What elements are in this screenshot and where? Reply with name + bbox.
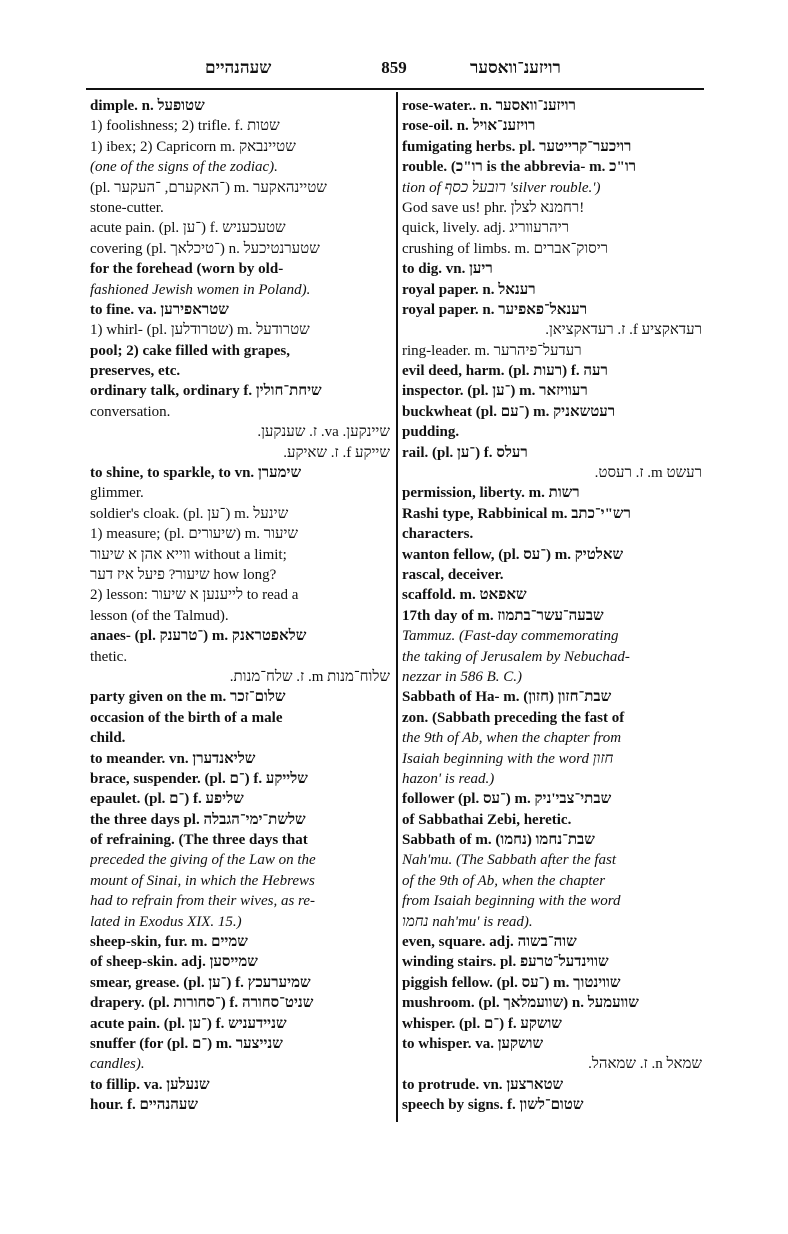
dictionary-line: child. bbox=[90, 730, 126, 747]
dictionary-line: 17th day of m. שבעה־עשר־בתמוז bbox=[402, 607, 604, 624]
dictionary-line: glimmer. bbox=[90, 485, 144, 502]
column-divider bbox=[396, 92, 398, 1122]
dictionary-line: winding stairs. pl. שווינדעל־טרעפ bbox=[402, 954, 609, 971]
dictionary-line: acute pain. (pl. ־ען) f. שניידעניש bbox=[90, 1015, 287, 1032]
dictionary-line: to protrude. vn. שטארצען bbox=[402, 1076, 564, 1093]
dictionary-line: fumigating herbs. pl. רויכער־קרייטער bbox=[402, 138, 632, 155]
dictionary-line: dimple. n. שטופעל bbox=[90, 98, 205, 114]
dictionary-line: Isaiah beginning with the word חזון bbox=[402, 750, 614, 767]
dictionary-line: 1) ibex; 2) Capricorn m. שטיינבאק bbox=[90, 138, 296, 155]
dictionary-line: candles). bbox=[90, 1056, 145, 1073]
dictionary-line: (pl. ־האקערם, ־העקער) m. שטיינהאקער bbox=[90, 179, 327, 196]
dictionary-line: whisper. (pl. ־ם) f. שושקע bbox=[402, 1015, 562, 1032]
dictionary-line: even, square. adj. שוה־בשוה bbox=[402, 934, 577, 951]
dictionary-line: ordinary talk, ordinary f. שיחת־חולין bbox=[90, 383, 322, 400]
dictionary-line: 2) lesson: לייענען א שיעור to read a bbox=[90, 587, 299, 604]
dictionary-line: hazon' is read.) bbox=[402, 770, 495, 787]
dictionary-line: piggish fellow. (pl. ־עס) m. שווינטוך bbox=[402, 974, 621, 991]
dictionary-line: 1) foolishness; 2) trifle. f. שטות bbox=[90, 118, 280, 135]
dictionary-line: speech by signs. f. שטום־לשון bbox=[402, 1097, 584, 1114]
dictionary-line: to dig. vn. ריען bbox=[402, 261, 493, 278]
dictionary-line: of Sabbathai Zebi, heretic. bbox=[402, 811, 572, 828]
dictionary-line: ring-leader. m. רעדעל־פיהרער bbox=[402, 342, 582, 359]
dictionary-line: mount of Sinai, in which the Hebrews bbox=[90, 872, 315, 889]
dictionary-line: שיינקען. va. ז. שענקען. bbox=[257, 424, 390, 441]
dictionary-line: preceded the giving of the Law on the bbox=[90, 852, 316, 869]
dictionary-line: the taking of Jerusalem by Nebuchad- bbox=[402, 648, 630, 665]
dictionary-line: 1) measure; (pl. שיעורים) m. שיעור bbox=[90, 526, 299, 543]
dictionary-line: to shine, to sparkle, to vn. שימערן bbox=[90, 465, 302, 482]
dictionary-line: covering (pl. ־טיכלאך) n. שטערנטיכעל bbox=[90, 240, 320, 257]
dictionary-line: tion of רובעל כסף 'silver rouble.') bbox=[402, 179, 601, 196]
page-number: 859 bbox=[381, 58, 407, 77]
dictionary-line: Sabbath of m. (נחמו) שבת־נחמו bbox=[402, 832, 595, 849]
dictionary-line: rose-oil. n. רויזענ־אויל bbox=[402, 118, 536, 135]
dictionary-line: characters. bbox=[402, 526, 474, 543]
dictionary-line: sheep-skin, fur. m. שמיים bbox=[90, 934, 248, 951]
dictionary-line: thetic. bbox=[90, 648, 128, 665]
dictionary-line: hour. f. שעהנהיים bbox=[90, 1097, 198, 1114]
dictionary-line: Tammuz. (Fast-day commemorating bbox=[402, 628, 619, 645]
dictionary-line: snuffer (for (pl. ־ם) m. שנייצער bbox=[90, 1035, 283, 1052]
running-head-right: רויזענ־וואסער bbox=[470, 58, 561, 77]
dictionary-line: quick, lively. adj. ריהרעווריג bbox=[402, 220, 570, 237]
dictionary-line: rail. (pl. ־ען) f. רעלס bbox=[402, 444, 528, 461]
dictionary-line: preserves, etc. bbox=[90, 363, 181, 380]
dictionary-line: of refraining. (The three days that bbox=[90, 832, 308, 849]
dictionary-line: smear, grease. (pl. ־ען) f. שמיערעכץ bbox=[90, 974, 311, 991]
dictionary-line: pudding. bbox=[402, 424, 460, 441]
dictionary-line: permission, liberty. m. רשות bbox=[402, 485, 580, 502]
header-rule bbox=[86, 88, 704, 90]
dictionary-line: had to refrain from their wives, as re- bbox=[90, 893, 315, 910]
dictionary-line: God save us! phr. רחמנא לצלן! bbox=[402, 199, 585, 216]
right-column bbox=[402, 96, 702, 1126]
dictionary-line: buckwheat (pl. ־עם) m. רעטשאניק bbox=[402, 403, 616, 420]
dictionary-line: נחמו nah'mu' is read). bbox=[402, 913, 533, 930]
dictionary-line: to fine. va. שטראפירען bbox=[90, 301, 229, 318]
dictionary-line: brace, suspender. (pl. ־ם) f. שלייקע bbox=[90, 770, 308, 787]
dictionary-line: evil deed, harm. (pl. רעות) f. רעה bbox=[402, 363, 608, 380]
dictionary-line: שלוח־מנות m. ז. שלח־מנות. bbox=[229, 668, 390, 685]
dictionary-line: royal paper. n. רענאל־פאפיער bbox=[402, 301, 588, 318]
dictionary-line: zon. (Sabbath preceding the fast of bbox=[402, 709, 625, 726]
dictionary-line: royal paper. n. רענאל bbox=[402, 281, 536, 298]
dictionary-line: occasion of the birth of a male bbox=[90, 709, 283, 726]
dictionary-line: scaffold. m. שאפאט bbox=[402, 587, 527, 604]
dictionary-line: nezzar in 586 B. C.) bbox=[402, 668, 522, 685]
dictionary-line: the 9th of Ab, when the chapter from bbox=[402, 730, 622, 747]
dictionary-line: Rashi type, Rabbinical m. רש"י־כתב bbox=[402, 505, 631, 522]
dictionary-line: to meander. vn. שליאנדערן bbox=[90, 750, 256, 767]
dictionary-line: lesson (of the Talmud). bbox=[90, 607, 229, 624]
dictionary-line: fashioned Jewish women in Poland). bbox=[90, 281, 311, 298]
dictionary-line: lated in Exodus XIX. 15.) bbox=[90, 913, 242, 930]
dictionary-line: שמאל n. ז. שמאהל. bbox=[588, 1056, 702, 1073]
dictionary-line: follower (pl. ־עס) m. שבתי־צבי'ניק bbox=[402, 791, 612, 808]
dictionary-line: 1) whirl- (pl. שטרודלען) m. שטרודעל bbox=[90, 322, 310, 339]
dictionary-line: stone-cutter. bbox=[90, 199, 164, 216]
dictionary-line: pool; 2) cake filled with grapes, bbox=[90, 342, 290, 359]
dictionary-line: the three days pl. שלשת־ימי־הגבלה bbox=[90, 811, 306, 828]
dictionary-line: to fillip. va. שנעלען bbox=[90, 1076, 210, 1093]
dictionary-line: of sheep-skin. adj. שמייסען bbox=[90, 954, 258, 971]
dictionary-line: inspector. (pl. ־ען) m. רעוויזאר bbox=[402, 383, 588, 400]
dictionary-line: רעדאקציע f. ז. רעדאקציאן. bbox=[545, 322, 702, 339]
dictionary-line: שייקע f. ז. שאיקע. bbox=[283, 444, 390, 461]
dictionary-line: (one of the signs of the zodiac). bbox=[90, 159, 278, 176]
dictionary-line: שיעור? פיעל איז דער how long? bbox=[90, 566, 277, 583]
dictionary-line: wanton fellow, (pl. ־עס) m. שאלטיק bbox=[402, 546, 624, 563]
dictionary-line: epaulet. (pl. ־ם) f. שליפע bbox=[90, 791, 244, 808]
dictionary-line: Nah'mu. (The Sabbath after the fast bbox=[402, 852, 617, 869]
dictionary-line: acute pain. (pl. ־ען) f. שטעכעניש bbox=[90, 220, 286, 237]
dictionary-line: Sabbath of Ha- m. (חזון) שבת־חזון bbox=[402, 689, 612, 706]
dictionary-line: conversation. bbox=[90, 403, 171, 420]
dictionary-line: mushroom. (pl. שוועמלאך) n. שוועמעל bbox=[402, 995, 639, 1012]
dictionary-line: rascal, deceiver. bbox=[402, 566, 504, 583]
running-head-left: שעהנהיים bbox=[205, 58, 272, 77]
dictionary-line: for the forehead (worn by old- bbox=[90, 261, 284, 278]
dictionary-line: crushing of limbs. m. ריסוק־אברים bbox=[402, 240, 609, 257]
dictionary-line: to whisper. va. שושקען bbox=[402, 1035, 544, 1052]
dictionary-line: soldier's cloak. (pl. ־ען) m. שינעל bbox=[90, 505, 289, 522]
dictionary-line: rouble. (רו"כ is the abbrevia- m. רו"כ bbox=[402, 159, 637, 176]
dictionary-line: ווייא אהן א שיעור without a limit; bbox=[90, 546, 287, 563]
dictionary-line: רעשט m. ז. רעסט. bbox=[594, 465, 702, 482]
dictionary-line: from Isaiah beginning with the word bbox=[402, 893, 621, 910]
dictionary-line: drapery. (pl. ־סחורות) f. שניט־סחורה bbox=[90, 995, 314, 1012]
dictionary-line: of the 9th of Ab, when the chapter bbox=[402, 872, 606, 889]
dictionary-line: rose-water.. n. רויזענ־וואסער bbox=[402, 98, 576, 114]
dictionary-line: party given on the m. שלום־זכר bbox=[90, 689, 286, 706]
dictionary-line: anaes- (pl. ־טרענק) m. שלאפטראנק bbox=[90, 628, 307, 645]
left-column bbox=[90, 96, 390, 1126]
